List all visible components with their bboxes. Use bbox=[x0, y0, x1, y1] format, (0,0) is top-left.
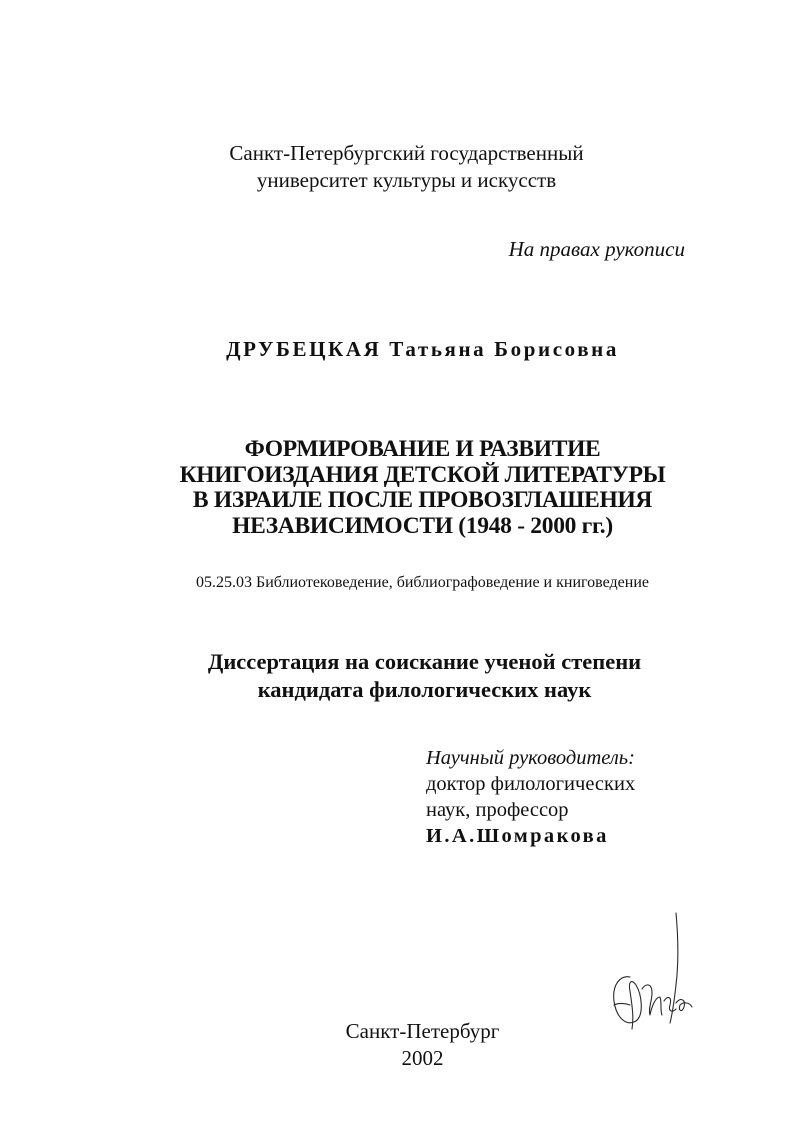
title-line-2: КНИГОИЗДАНИЯ ДЕТСКОЙ ЛИТЕРАТУРЫ bbox=[179, 461, 666, 488]
degree-line-1: Диссертация на соискание ученой степени bbox=[207, 649, 642, 674]
university-name bbox=[10, 140, 793, 194]
footer-year: 2002 bbox=[401, 1046, 444, 1070]
title-line-3: В ИЗРАИЛЕ ПОСЛЕ ПРОВОЗГЛАШЕНИЯ bbox=[192, 487, 653, 513]
dissertation-title bbox=[26, 437, 793, 539]
university-line-1: Санкт-Петербургский государственный bbox=[229, 141, 584, 165]
university-line-2: университет культуры и искусств bbox=[256, 168, 557, 192]
supervisor-label: Научный руководитель: bbox=[426, 747, 635, 769]
footer-city: Санкт-Петербург bbox=[345, 1019, 500, 1043]
footer bbox=[26, 1018, 793, 1072]
degree-statement bbox=[28, 648, 793, 704]
manuscript-rights-note: На правах рукописи bbox=[508, 237, 685, 261]
degree-line-2: кандидата филологических наук bbox=[257, 677, 592, 702]
title-line-4: НЕЗАВИСИМОСТИ (1948 - 2000 гг.) bbox=[232, 512, 613, 539]
specialty-code: 05.25.03 Библиотековедение, библиографоведение и книговедение bbox=[196, 574, 649, 591]
supervisor-name: И.А.Шомракова bbox=[426, 825, 609, 847]
author-name: ДРУБЕЦКАЯ Татьяна Борисовна bbox=[226, 337, 619, 361]
supervisor-block bbox=[426, 745, 766, 849]
supervisor-title-2: наук, профессор bbox=[426, 799, 569, 821]
title-line-1: ФОРМИРОВАНИЕ И РАЗВИТИЕ bbox=[244, 436, 601, 462]
supervisor-title-1: доктор филологических bbox=[426, 773, 636, 795]
